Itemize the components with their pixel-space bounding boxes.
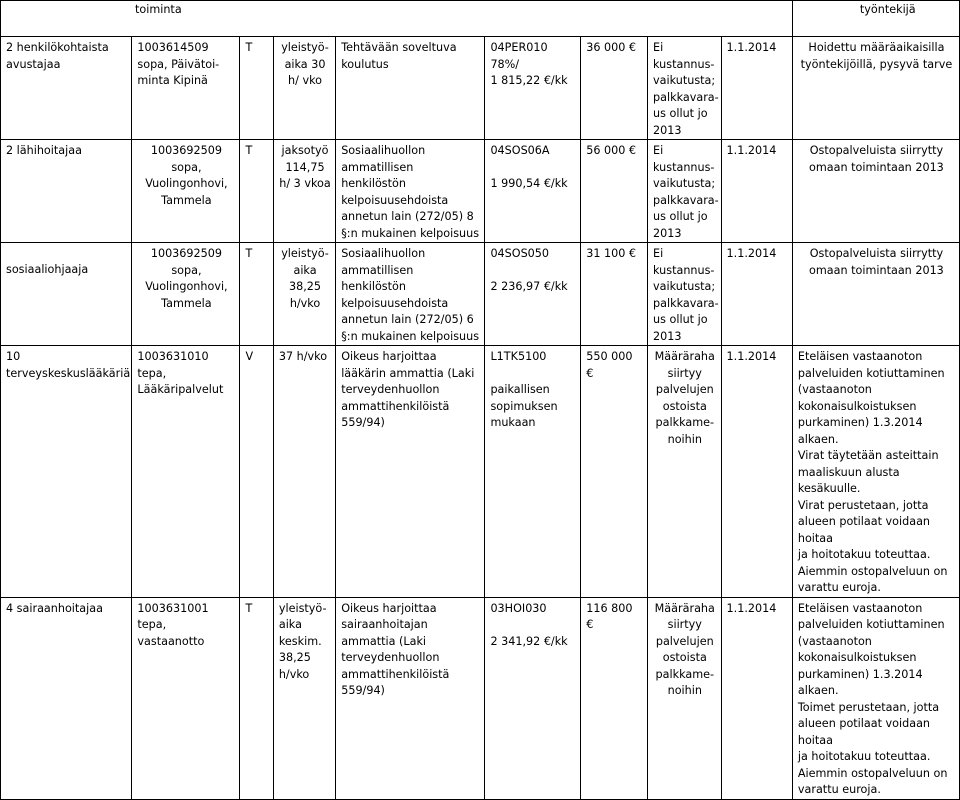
cell-type — [240, 140, 273, 243]
cell-text: V — [245, 350, 254, 363]
cell-text: Oikeus harjoittaa lääkärin ammattia (Laki terveydenhuollon ammattihenkilöistä 559/94) — [341, 350, 475, 429]
cell-text: 03HOI030 2 341,92 €/kk — [490, 601, 568, 648]
cell-position — [1, 37, 132, 140]
cell-qualification — [336, 37, 485, 140]
cell-text: Hoidettu määräaikaisilla työntekijöillä, pysyvä tarve — [800, 41, 953, 71]
cell-budget-effect — [648, 37, 722, 140]
cell-cost — [581, 37, 648, 140]
cell-qualification — [336, 346, 485, 598]
cell-text: 31 100 € — [586, 247, 637, 260]
cell-text: 1.1.2014 — [726, 41, 777, 54]
table-row — [1, 243, 960, 346]
cell-text: Sosiaalihuollon ammatillisen henkilöstön kelpoisuusehdoista annetun lain (272/05) 6 §:n mukainen kelpoisuus — [341, 247, 480, 343]
cell-hours — [273, 140, 335, 243]
header-tyontekija-label: työntekijä — [859, 3, 916, 16]
cell-text: Ostopalveluista siirrytty omaan toimintaan 2013 — [809, 144, 944, 174]
cell-text: 1.1.2014 — [726, 144, 777, 157]
cell-cost — [581, 140, 648, 243]
cell-text: Tehtävään soveltuva koulutus — [341, 41, 457, 71]
cell-text: 1003631010 tepa, Lääkäripalvelut — [137, 350, 224, 396]
cell-cost-center — [132, 140, 240, 243]
cell-text: 04SOS050 2 236,97 €/kk — [490, 247, 568, 293]
cell-text: L1TK5100 paikallisen sopimuksen mukaan — [490, 350, 558, 429]
cell-budget-effect — [648, 597, 722, 799]
cell-text: yleistyö- aika 38,25 h/vko — [281, 247, 329, 310]
cell-text: sosiaaliohjaaja — [6, 263, 89, 276]
cell-text: yleistyö- aika 30 h/ vko — [281, 41, 329, 87]
table-row — [1, 37, 960, 140]
cell-salary — [485, 597, 581, 799]
cell-text: 36 000 € — [586, 41, 637, 54]
cell-salary — [485, 243, 581, 346]
cell-rationale — [792, 243, 959, 346]
cell-text: T — [245, 601, 253, 615]
table-row — [1, 597, 960, 799]
cell-cost-center — [132, 243, 240, 346]
cell-text: 37 h/vko — [278, 350, 328, 363]
cell-rationale — [792, 37, 959, 140]
table-header-row — [1, 1, 960, 37]
cell-rationale — [792, 597, 959, 799]
cell-start-date — [721, 597, 792, 799]
cell-text: 4 sairaanhoitajaa — [6, 601, 103, 615]
cell-text: 10 terveyskeskuslääkäriä — [6, 350, 131, 380]
cell-type — [240, 597, 273, 799]
cell-text: 116 800 € — [586, 601, 633, 631]
table-row — [1, 140, 960, 243]
cell-cost — [581, 243, 648, 346]
cell-text: 1003692509 sopa, Vuolingonhovi, Tammela — [145, 247, 228, 310]
cell-cost-center — [132, 346, 240, 598]
cell-text: 1003692509 sopa, Vuolingonhovi, Tammela — [145, 144, 228, 207]
cell-cost — [581, 597, 648, 799]
cell-text: yleistyö- aika keskim. 38,25 h/vko — [278, 601, 327, 681]
cell-text: 1.1.2014 — [726, 350, 777, 363]
cell-qualification — [336, 243, 485, 346]
cell-text: T — [245, 41, 253, 54]
cell-text: 04PER010 78%/ 1 815,22 €/kk — [490, 41, 568, 87]
cell-salary — [485, 140, 581, 243]
cell-text: Ostopalveluista siirrytty omaan toimintaan 2013 — [809, 247, 944, 277]
cell-budget-effect — [648, 140, 722, 243]
cell-text: 1.1.2014 — [726, 601, 777, 615]
cell-text: Eteläisen vastaanoton palveluiden kotiuttaminen (vastaanoton kokonaisulkoistuksen purkaminen) 1.3.2014 alkaen. Toimet perustetaan, jotta alueen potilaat voidaan hoitaa ja hoitotakuu toteuttaa. Aiemmin ostopalveluun on varattu euroja. — [797, 601, 948, 796]
cell-text: Ei kustannus- vaikutusta; palkkavara- us ollut jo 2013 — [653, 144, 719, 240]
cell-text: jaksotyö 114,75 h/ 3 vkoa — [279, 144, 331, 190]
cell-type — [240, 37, 273, 140]
cell-qualification — [336, 140, 485, 243]
cell-position — [1, 597, 132, 799]
cell-rationale — [792, 140, 959, 243]
cell-hours — [273, 597, 335, 799]
cell-start-date — [721, 37, 792, 140]
cell-text: T — [245, 144, 253, 157]
cell-hours — [273, 37, 335, 140]
cell-text: Ei kustannus- vaikutusta; palkkavara- us ollut jo 2013 — [653, 247, 719, 343]
cell-rationale — [792, 346, 959, 598]
cell-type — [240, 346, 273, 598]
cell-hours — [273, 243, 335, 346]
cell-text: Määräraha siirtyy palvelujen ostoista palkkame- noihin — [654, 601, 715, 697]
cell-salary — [485, 346, 581, 598]
cell-text: Eteläisen vastaanoton palveluiden kotiuttaminen (vastaanoton kokonaisulkoistuksen purkaminen) 1.3.2014 alkaen. Virat täytetään asteittain maaliskuun alusta kesäkuulle. Virat perustetaan, jotta alueen potilaat voidaan hoitaa ja hoitotakuu toteuttaa. Aiemmin ostopalveluun on varattu euroja. — [797, 350, 948, 594]
cell-start-date — [721, 140, 792, 243]
cell-position — [1, 346, 132, 598]
header-toiminta — [1, 1, 793, 37]
cell-text: Ei kustannus- vaikutusta; palkkavara- us ollut jo 2013 — [653, 41, 719, 137]
cell-start-date — [721, 243, 792, 346]
cell-text: 56 000 € — [586, 144, 637, 157]
cell-hours — [273, 346, 335, 598]
cell-type — [240, 243, 273, 346]
table-row — [1, 346, 960, 598]
cell-cost-center — [132, 37, 240, 140]
cell-text: 1003614509 sopa, Päivätoi- minta Kipinä — [137, 41, 220, 87]
cell-position — [1, 243, 132, 346]
cell-text: 04SOS06A 1 990,54 €/kk — [490, 144, 568, 190]
cell-cost-center — [132, 597, 240, 799]
cell-text: 2 henkilökohtaista avustajaa — [6, 41, 109, 71]
cell-position — [1, 140, 132, 243]
cell-text: 550 000 € — [586, 350, 633, 380]
cell-budget-effect — [648, 346, 722, 598]
cell-text: T — [245, 247, 253, 260]
cell-start-date — [721, 346, 792, 598]
cell-text: Sosiaalihuollon ammatillisen henkilöstön kelpoisuusehdoista annetun lain (272/05) 8 §:n mukainen kelpoisuus — [341, 144, 480, 240]
cell-qualification — [336, 597, 485, 799]
cell-budget-effect — [648, 243, 722, 346]
cell-text: 1.1.2014 — [726, 247, 777, 260]
cell-text: Oikeus harjoittaa sairaanhoitajan ammattia (Laki terveydenhuollon ammattihenkilöistä 559/94) — [341, 601, 450, 697]
cell-text: 2 lähihoitajaa — [6, 144, 82, 157]
cell-text: Määräraha siirtyy palvelujen ostoista palkkame- noihin — [654, 350, 715, 446]
header-toiminta-label: toiminta — [135, 3, 182, 16]
cell-cost — [581, 346, 648, 598]
cell-text: 1003631001 tepa, vastaanotto — [137, 601, 209, 648]
header-tyontekija — [792, 1, 959, 37]
cell-salary — [485, 37, 581, 140]
